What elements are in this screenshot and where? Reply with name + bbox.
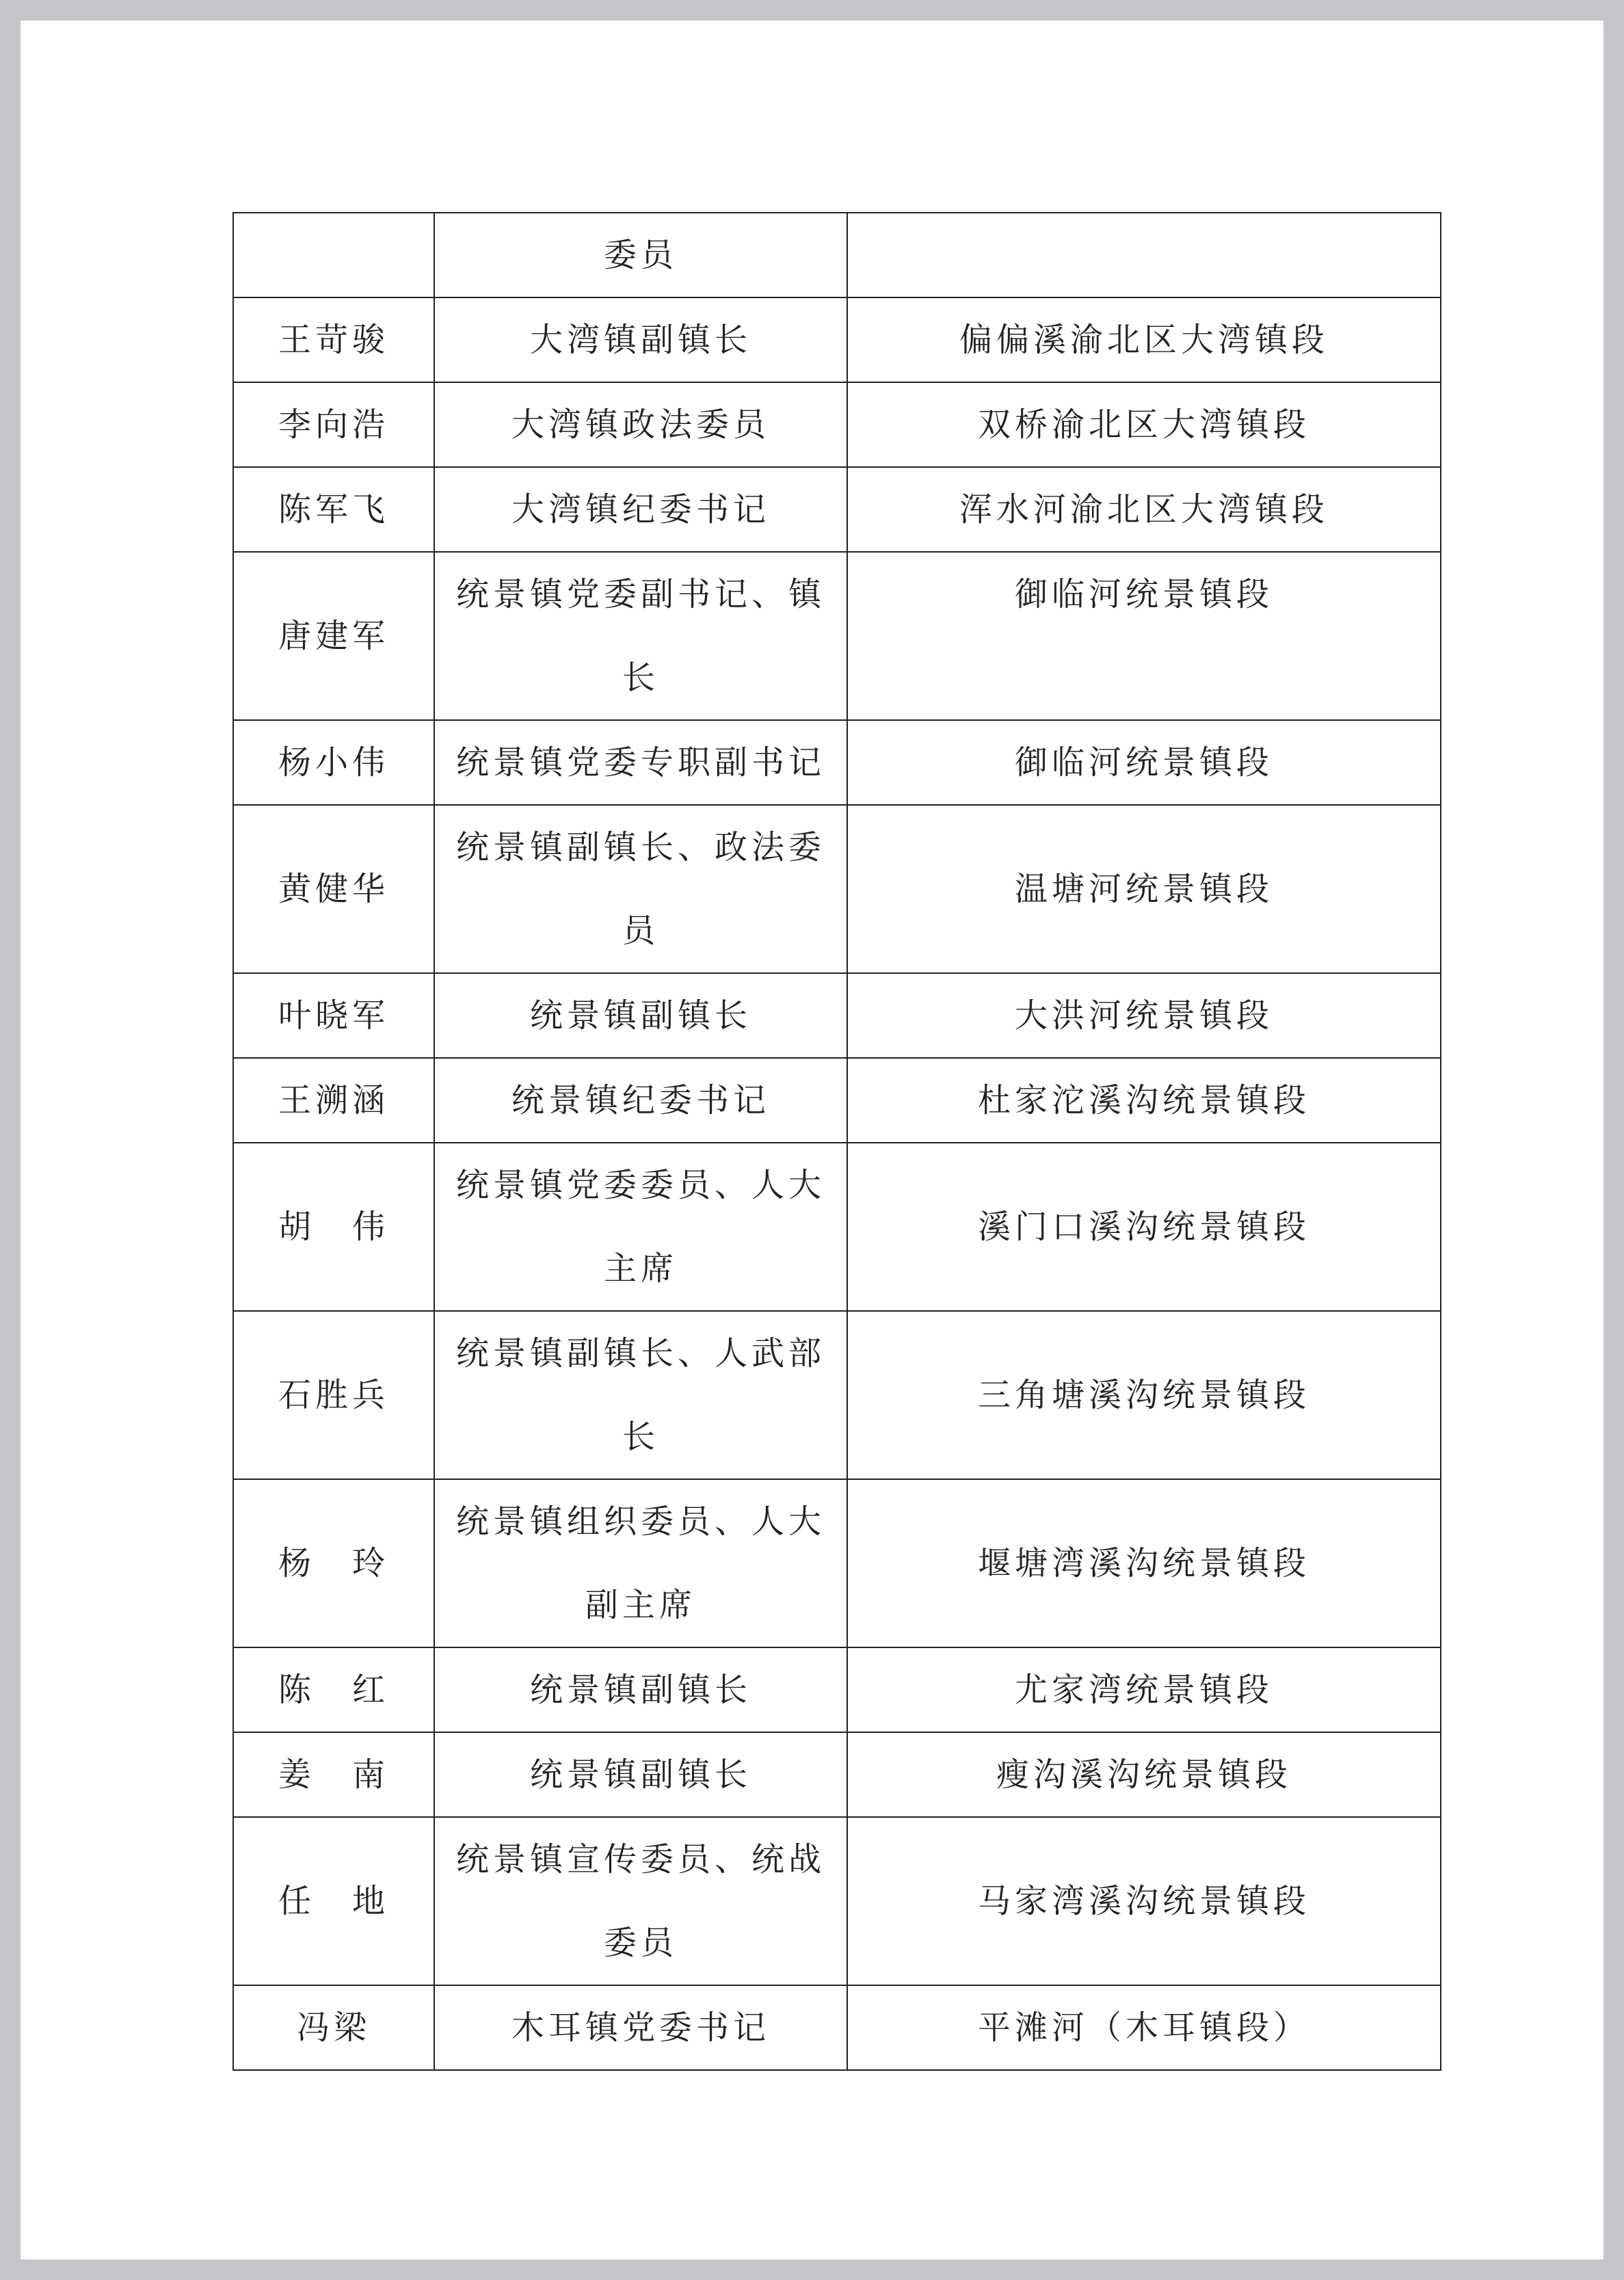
name-cell xyxy=(233,1311,434,1479)
section-cell xyxy=(847,1985,1441,2070)
section-cell-text: 尤家湾统景镇段 xyxy=(1014,1671,1273,1709)
name-cell xyxy=(233,973,434,1058)
name-cell xyxy=(233,1647,434,1732)
position-cell xyxy=(434,1479,847,1647)
section-cell-text: 溪门口溪沟统景镇段 xyxy=(977,1208,1310,1246)
name-cell xyxy=(233,382,434,467)
position-cell-text: 大湾镇副镇长 xyxy=(529,321,751,359)
section-cell-text: 双桥渝北区大湾镇段 xyxy=(977,406,1310,444)
name-cell-text: 杨小伟 xyxy=(278,743,389,782)
position-cell-text: 大湾镇政法委员 xyxy=(511,406,770,444)
position-cell xyxy=(434,213,847,297)
document-page xyxy=(21,21,1603,2259)
position-cell xyxy=(434,297,847,382)
section-cell-text: 大洪河统景镇段 xyxy=(1014,996,1273,1035)
section-cell-text: 御临河统景镇段 xyxy=(1014,743,1273,782)
table-row xyxy=(233,1479,1441,1647)
section-cell-text: 瘦沟溪沟统景镇段 xyxy=(996,1755,1292,1794)
name-cell xyxy=(233,1985,434,2070)
table-row xyxy=(233,1817,1441,1985)
name-cell xyxy=(233,805,434,973)
name-cell-text: 任 地 xyxy=(278,1882,389,1920)
position-cell xyxy=(434,1058,847,1143)
position-cell xyxy=(434,805,847,973)
table-row xyxy=(233,973,1441,1058)
position-cell-text: 统景镇副镇长、人武部长 xyxy=(455,1334,825,1456)
name-cell-text: 姜 南 xyxy=(278,1755,389,1794)
position-cell-text: 木耳镇党委书记 xyxy=(511,2009,770,2047)
position-cell xyxy=(434,1732,847,1817)
table-row xyxy=(233,552,1441,720)
table-row xyxy=(233,1311,1441,1479)
position-cell xyxy=(434,1817,847,1985)
section-cell xyxy=(847,973,1441,1058)
position-cell-text: 委员 xyxy=(603,236,678,274)
section-cell-text: 御临河统景镇段 xyxy=(1014,575,1273,613)
position-cell xyxy=(434,973,847,1058)
section-cell-text: 马家湾溪沟统景镇段 xyxy=(977,1882,1310,1920)
table-row xyxy=(233,297,1441,382)
name-cell xyxy=(233,720,434,805)
position-cell xyxy=(434,1143,847,1311)
name-cell xyxy=(233,1143,434,1311)
section-cell-text: 平滩河（木耳镇段） xyxy=(977,2009,1310,2047)
table-row xyxy=(233,1647,1441,1732)
section-cell xyxy=(847,805,1441,973)
section-cell xyxy=(847,720,1441,805)
name-cell xyxy=(233,213,434,297)
name-cell xyxy=(233,297,434,382)
name-cell-text: 唐建军 xyxy=(278,617,389,655)
position-cell-text: 统景镇党委专职副书记 xyxy=(455,743,825,782)
table-row xyxy=(233,213,1441,297)
section-cell xyxy=(847,1058,1441,1143)
section-cell xyxy=(847,1143,1441,1311)
position-cell-text: 统景镇副镇长、政法委员 xyxy=(455,828,825,950)
name-cell-text: 胡 伟 xyxy=(278,1208,389,1246)
table-row xyxy=(233,1985,1441,2070)
position-cell-text: 统景镇宣传委员、统战委员 xyxy=(455,1840,825,1962)
position-cell-text: 统景镇副镇长 xyxy=(529,1755,751,1794)
section-cell xyxy=(847,1732,1441,1817)
position-cell xyxy=(434,1647,847,1732)
name-cell-text: 李向浩 xyxy=(278,406,389,444)
position-cell-text: 统景镇副镇长 xyxy=(529,996,751,1035)
section-cell-text: 堰塘湾溪沟统景镇段 xyxy=(977,1544,1310,1582)
position-cell-text: 统景镇纪委书记 xyxy=(511,1081,770,1119)
section-cell xyxy=(847,213,1441,297)
section-cell-text: 杜家沱溪沟统景镇段 xyxy=(977,1081,1310,1119)
name-cell-text: 杨 玲 xyxy=(278,1544,389,1582)
section-cell xyxy=(847,382,1441,467)
section-cell-text: 浑水河渝北区大湾镇段 xyxy=(959,490,1329,529)
table-row xyxy=(233,805,1441,973)
section-cell xyxy=(847,1479,1441,1647)
table-row xyxy=(233,382,1441,467)
section-cell xyxy=(847,297,1441,382)
name-cell-text: 黄健华 xyxy=(278,870,389,908)
table-row xyxy=(233,1143,1441,1311)
name-cell xyxy=(233,1058,434,1143)
position-cell-text: 统景镇党委委员、人大主席 xyxy=(455,1166,825,1288)
position-cell-text: 大湾镇纪委书记 xyxy=(511,490,770,529)
section-cell-text: 偏偏溪渝北区大湾镇段 xyxy=(959,321,1329,359)
table-row xyxy=(233,720,1441,805)
position-cell-text: 统景镇党委副书记、镇长 xyxy=(455,575,825,697)
name-cell-text: 王溯涵 xyxy=(278,1081,389,1119)
section-cell xyxy=(847,467,1441,552)
name-cell xyxy=(233,552,434,720)
name-cell xyxy=(233,1479,434,1647)
table-row xyxy=(233,1058,1441,1143)
section-cell xyxy=(847,552,1441,720)
section-cell-text: 三角塘溪沟统景镇段 xyxy=(977,1376,1310,1414)
table-row xyxy=(233,1732,1441,1817)
name-cell-text: 冯梁 xyxy=(296,2009,371,2047)
river-chief-table xyxy=(232,212,1441,2071)
position-cell xyxy=(434,1311,847,1479)
name-cell-text: 王苛骏 xyxy=(278,321,389,359)
position-cell xyxy=(434,467,847,552)
table-body xyxy=(233,213,1441,2070)
position-cell-text: 统景镇组织委员、人大副主席 xyxy=(455,1502,825,1624)
name-cell xyxy=(233,1732,434,1817)
table-row xyxy=(233,467,1441,552)
position-cell xyxy=(434,382,847,467)
name-cell-text: 陈军飞 xyxy=(278,490,389,529)
section-cell xyxy=(847,1311,1441,1479)
name-cell-text: 叶晓军 xyxy=(278,996,389,1035)
name-cell xyxy=(233,1817,434,1985)
position-cell xyxy=(434,552,847,720)
position-cell xyxy=(434,1985,847,2070)
position-cell xyxy=(434,720,847,805)
name-cell xyxy=(233,467,434,552)
position-cell-text: 统景镇副镇长 xyxy=(529,1671,751,1709)
section-cell xyxy=(847,1817,1441,1985)
section-cell-text: 温塘河统景镇段 xyxy=(1014,870,1273,908)
name-cell-text: 石胜兵 xyxy=(278,1376,389,1414)
section-cell xyxy=(847,1647,1441,1732)
name-cell-text: 陈 红 xyxy=(278,1671,389,1709)
